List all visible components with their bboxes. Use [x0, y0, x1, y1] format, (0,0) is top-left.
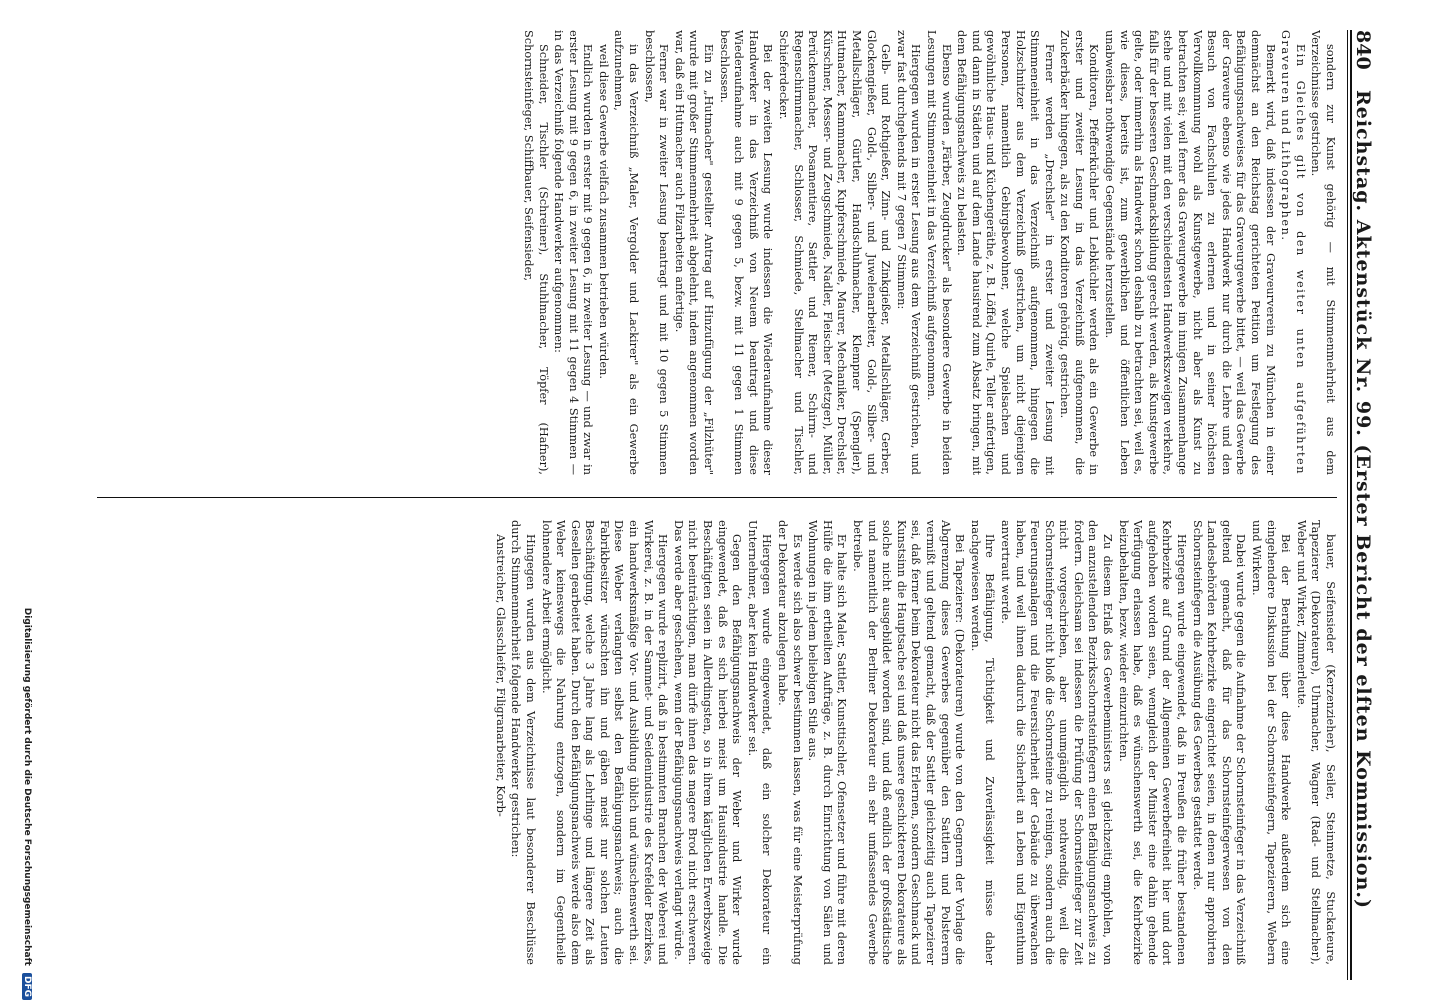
- paragraph: Dabei wurde gegen die Aufnahme der Schornsteinfeger in das Verzeichniß geltend gemacht, daß für das Schornsteinfegerwesen von den Landesbehörden Kehrbezirke eingerichtet seien, in denen nur approbirten Schornsteinfegern die Ausübung des Gewerbes gestattet werde.: [1190, 520, 1248, 965]
- page-header: [1350, 30, 1392, 980]
- paragraph: Bei Tapezierer: (Dekorateuren) wurde von den Gegnern der Vorlage die Abgrenzung dieses Gewerbes gegenüber den Sattlern und Polsterern vermißt und geltend gemacht, daß der Sattler gleichzeitig auch Tapezierer sei, daß ferner beim Dekorateur nicht das Erlernen, sondern Geschmack und Kunstsinn die Hauptsache sei und daß unsere geschickteren Dekorateure als solche nicht ausgebildet worden sind, und daß endlich der großstädtische und namentlich der Berliner Dekorateur ein sehr umfassendes Gewerbe betreibe.: [851, 520, 967, 965]
- paragraph: Schneider, Tischler (Schreiner), Stuhlmacher, Töpfer (Hafner), Schornsteinfeger, Schiffbauer, Seifensieder,: [521, 30, 550, 475]
- paragraph: Zu diesem Erlaß des Gewerbeministers sei gleichzeitig empfohlen, von den anzustellenden Bezirksschornsteinfegern einen Befähigungsnachweis zu fordern. Gleichsam sei indessen die Prüfung der Schornsteinfeger zur Zeit nicht vorgeschrieben, aber unumgänglich nothwendig, weil die Schornsteinfeger nicht bloß die Schornsteine zu reinigen, sondern auch die Feuerungsanlagen und die Feuersicherheit der Gebäude zu überwachen haben, und weil ihnen dadurch die Sicherheit an Leben und Eigenthum anvertraut werde.: [998, 520, 1115, 965]
- paragraph: Gegen den Befähigungsnachweis der Weber und Wirker wurde eingewendet, daß es sich hierbei meist um Hausindustrie handle. Die Beschäftigten seien in Allerdingsten, so in ihrem kärglichen Erwerbszweige nicht beeinträchtigen, man dürfe ihnen das magere Brod nicht erschweren. Das werde aber geschehen, wenn der Befähigungsnachweis verlangt würde.: [671, 520, 744, 965]
- paragraph: Endlich wurden in erster mit 9 gegen 6, in zweiter Lesung — und zwar in erster Lesung mit 9 gegen 6, in zweiter Lesung mit 11 gegen 4 Stimmen — in das Verzeichniß folgende Handwerker aufgenommen:: [552, 30, 595, 475]
- paragraph: Ferner werden „Drechsler" in erster und zweiter Lesung mit Stimmeneinheit in das Verzeichniß aufgenommen, hingegen die Holzschnitzer aus dem Verzeichniß gestrichen, um nicht diejenigen Personen, namentlich Gebirgsbewohner, welche Spielsachen und gewöhnliche Haus- und Küchengeräthe, z. B. Löffel, Quirle, Teller anfertigen, und dann in Städten und auf dem Lande hausirend zum Absatz bringen, mit dem Befähigungsnachweis zu belasten.: [955, 30, 1056, 475]
- paragraph: Hiergegen wurde eingewendet, daß in Preußen die früher bestandenen Kehrbezirke auf Grund der Allgemeinen Gewerbefreiheit hier und dort aufgehoben worden seien, wenngleich der Minister eine dahin gehende Verfügung erlassen habe, daß es wünschenswerth sei, die Kehrbezirke beizubehalten, bezw. wieder einzurichten.: [1116, 520, 1189, 965]
- paragraph: in das Verzeichniß „Maler, Vergolder und Lackirer" als ein Gewerbe aufzunehmen,: [612, 30, 641, 475]
- paragraph: Hingegen wurden aus dem Verzeichnisse laut besonderer Beschlüsse durch Stimmenmehrheit folgende Handwerker gestrichen:: [509, 520, 537, 965]
- paragraph: Bei der zweiten Lesung wurde indessen die Wiederaufnahme dieser Handwerker in das Verzeichniß von Neuem beantragt und diese Wiederaufnahme auch mit 9 gegen 5, bezw. mit 11 gegen 1 Stimmen beschlossen.: [717, 30, 775, 475]
- dfg-logo: DFG: [22, 973, 32, 1000]
- paragraph: Anstreicher, Glasschleifer, Filigranarbeiter, Korb-: [493, 534, 507, 817]
- column-divider: [97, 497, 1337, 498]
- paragraph: Hiergegen wurde replizirt, daß in bestimmten Branchen der Weberei und Wirkerei, z. B. in der Sammet- und Seidenindustrie des Krefelder Bezirkes, ein handwerksmäßige Vor- und Ausbildung üblich und wünschenswerth sei. Diese Weber verlangten selbst den Befähigungsnachweis; auch die Fabrikbesitzer wünschten ihn und gäben meist nur solchen Leuten Beschäftigung, welche 3 Jahre lang als Lehrlinge und längere Zeit als Gesellen gearbeitet haben. Durch den Befähigungsnachweis werde also dem Weber keineswegs die Nahrung entzogen, sondern im Gegentheile lohnendere Arbeit ermöglicht.: [539, 520, 670, 965]
- paragraph: bauer, Seifensieder (Kerzenzieher), Seiler, Steinmetze, Stuckateure, Tapezierer (Dekorateure), Uhrmacher, Wagner (Rad- und Stellmacher), Weber und Wirker, Zimmerleute.: [1294, 520, 1337, 965]
- paragraph: Er halte sich Maler, Sattler, Kunsttischler, Ofensetzer und führe mit deren Hülfe die ihm ertheilten Aufträge, z. B. durch Einrichtung von Sälen und Wohnungen in jedem beliebigen Stile aus.: [806, 520, 849, 965]
- paragraph: Ebenso wurden „Färber, Zeugdrucker" als besondere Gewerbe in beiden Lesungen mit Stimmeneinheit in das Verzeichniß aufgenommen.: [924, 30, 953, 475]
- paragraph: Es werde sich also schwer bestimmen lassen, was für eine Meisterprüfung der Dekorateur abzulegen habe.: [776, 520, 804, 965]
- paragraph: Ihre Befähigung, Tüchtigkeit und Zuverlässigkeit müsse daher nachgewiesen werden.: [968, 520, 997, 965]
- paragraph: Bemerkt wird, daß indessen der Graveurverein zu München in einer demnächst an den Reichstag gerichteten Petition um Festlegung des Befähigungsnachweises für das Graveurgewerbe bittet, — weil das Gewerbe der Graveure ebenso wie jedes Handwerk nur durch die Lehre und den Besuch von Fachschulen zu erlernen und in seiner höchsten Vervollkommnung wohl als Kunstgewerbe, nicht aber als Kunst zu betrachten sei; weil ferner das Graveurgewerbe im innigen Zusammenhange stehe und mit vielen mit den verschiedensten Handwerkszweigen verkehre, falls für der besseren Geschmacksbildung gerecht werden, als Kunstgewerbe gelte, oder immerhin als Handwerk schon deshalb zu betrachten sei, weil es, wie dieses, bereits ist, zum gewerblichen und öffentlichen Leben unabweisbar nothwendige Gegenstände herzustellen.: [1103, 30, 1277, 475]
- paragraph: Konditoren, Pfefferküchler und Lebküchler werden als ein Gewerbe in erster und zweiter Lesung in das Verzeichniß aufgenommen, die Zuckerbäcker hingegen, als zu den Konditoren gehörig, gestrichen.: [1058, 30, 1101, 475]
- paragraph: sondern zur Kunst gehörig — mit Stimmenmehrheit aus dem Verzeichnisse gestrichen.: [1309, 30, 1337, 475]
- paragraph: Ein Gleiches gilt von den weiter unten aufgeführten Graveuren und Lithographen.: [1279, 30, 1307, 475]
- left-column: [107, 30, 1337, 475]
- paragraph: weil diese Gewerbe vielfach zusammen betrieben würden.: [596, 44, 610, 379]
- paragraph: Ferner war in zweiter Lesung beantragt und mit 10 gegen 5 Stimmen beschlossen,: [642, 30, 671, 475]
- page-number: 840: [1352, 30, 1374, 70]
- right-column: [107, 520, 1337, 965]
- paragraph: Bei der Berathung über diese Handwerke außerdem sich eine eingehendere Diskussion bei der Schornsteinfegern, Tapezierern, Webern und Wirkern.: [1250, 520, 1293, 965]
- paragraph: Ein zu „Hutmacher" gestellter Antrag auf Hinzufügung der „Filzhüter" wurde mit großer Stimmenmehrheit abgelehnt, indem angenommen worden war, daß ein Hutmacher auch Filzarbeiten anfertige.: [672, 30, 716, 475]
- paragraph: Gelb- und Rothgießer, Zinn- und Zinkgießer, Metallschläger, Gerber, Glockengießer, Gold-, Silber- und Juwelenarbeiter, Gold-, Silber- und Metallschläger, Gürtler, Handschuhmacher, Klempner (Spengler), Hutmacher, Kammmacher, Kupferschmiede, Maurer, Mechaniker, Drechsler, Kürschner, Messer- und Zeugschmiede, Nadler, Fleischer (Metzger), Müller, Perückenmacher, Posamentiere, Sattler und Riemer, Schirm- und Regenschirmmacher, Schlosser, Schmiede, Stellmacher und Tischler, Schieferdecker.: [777, 30, 893, 475]
- paragraph: Hiergegen wurde eingewendet, daß ein solcher Dekorateur ein Unternehmer, aber kein Handwerker sei.: [745, 520, 774, 965]
- paragraph: Hiergegen wurden in erster Lesung aus dem Verzeichniß gestrichen, und zwar fast durchgehends mit 7 gegen 7 Stimmen:: [894, 30, 923, 475]
- credit-text: Digitalisierung gefördert durch die Deutsche Forschungsgemeinschaft: [22, 607, 32, 966]
- running-title: Reichstag. Aktenstück Nr. 99. (Erster Bericht der elften Kommission.): [1352, 90, 1374, 910]
- header-rule: [1347, 30, 1348, 980]
- digitization-credit: [22, 0, 32, 1000]
